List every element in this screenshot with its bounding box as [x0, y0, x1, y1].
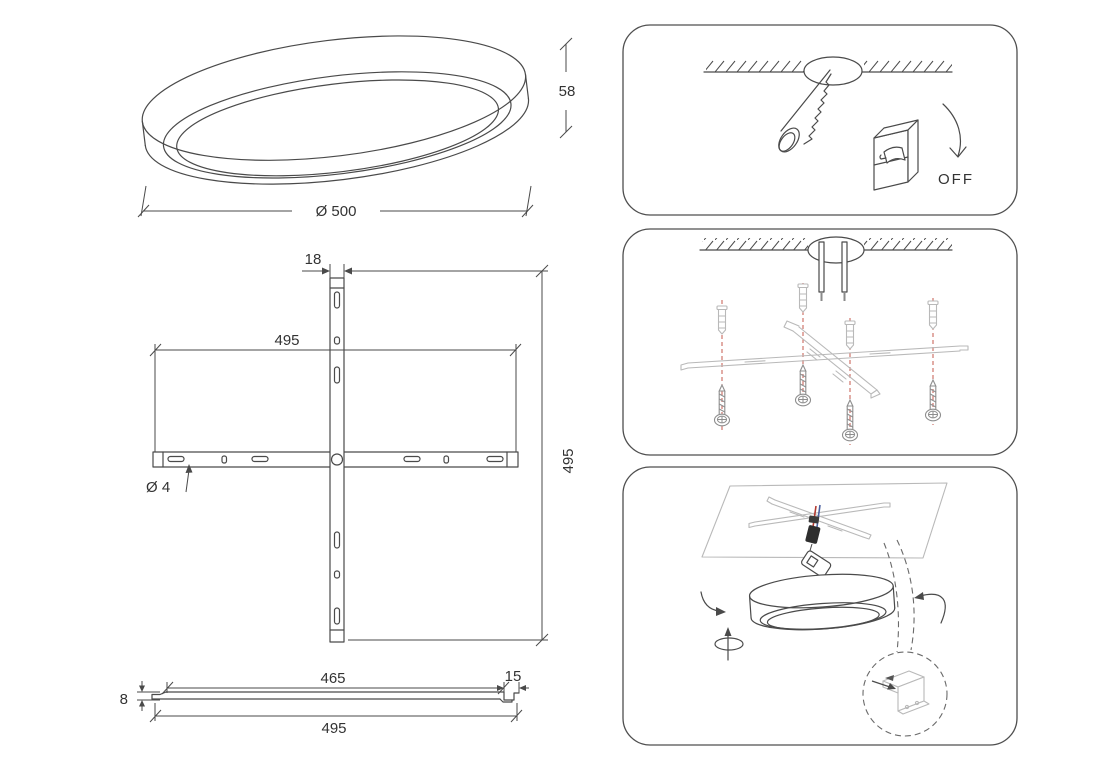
- dim-bracket-height: 495: [560, 448, 577, 474]
- mounting-clip-icon: [872, 671, 929, 714]
- mounting-bracket-perspective: [681, 321, 968, 398]
- dim-lamp-height: 58: [558, 83, 576, 100]
- step3-panel: [623, 467, 1017, 745]
- profile-outline: [152, 692, 519, 702]
- profile-total-dimension: [150, 703, 522, 737]
- step1-panel: [623, 25, 1017, 215]
- mains-wire: [819, 242, 824, 292]
- bracket-nut: [808, 515, 819, 523]
- dim-lamp-diameter: Ø 500: [315, 203, 357, 220]
- mains-wire: [842, 242, 847, 292]
- dim-profile-inner: 465: [320, 670, 346, 687]
- dim-bracket-width: 495: [274, 332, 300, 349]
- led-driver: [800, 550, 831, 578]
- step2-panel: [623, 229, 1017, 455]
- ceiling-hatch-left: [702, 238, 808, 250]
- bracket-profile-view: [120, 668, 529, 737]
- lamp-diameter-dimension: [138, 186, 533, 220]
- mounting-bracket-top-view: [146, 251, 577, 646]
- lamp-body: [748, 570, 895, 634]
- lamp-height-dimension: [559, 38, 576, 138]
- switch-off-arrow-icon: [943, 104, 966, 157]
- ceiling-hatch-right: [864, 238, 952, 250]
- ceiling-with-wires: [700, 237, 952, 301]
- dim-bracket-bar-width: 18: [304, 251, 322, 268]
- ceiling-with-hole: [704, 57, 952, 85]
- bracket-hole-dimension: [146, 464, 193, 496]
- rotate-arrow-icon: [701, 592, 726, 616]
- terminal-block: [805, 525, 821, 544]
- attach-arrow-icon: [914, 592, 945, 623]
- ceiling-hatch-right: [864, 60, 952, 72]
- profile-end-dimension: [494, 668, 529, 693]
- dim-profile-total: 495: [321, 720, 347, 737]
- bracket-vertical-bar: [330, 278, 344, 642]
- dim-profile-thickness: 8: [119, 691, 128, 708]
- profile-thickness-dimension: [120, 681, 160, 711]
- bracket-bar-width-dimension: [302, 251, 364, 278]
- lamp-side-view: [135, 17, 575, 220]
- rotation-axis-icon: [715, 627, 743, 660]
- lamp-drum-outline: [135, 17, 535, 203]
- profile-inner-dimension: [162, 670, 509, 694]
- ceiling-plane: [702, 483, 947, 558]
- power-switch-icon: [874, 120, 918, 190]
- drill-hole: [804, 57, 862, 85]
- dim-bracket-hole: Ø 4: [146, 479, 171, 496]
- ceiling-hatch-left: [706, 60, 804, 72]
- dim-profile-end: 15: [504, 668, 522, 685]
- ceiling-outlet: [808, 237, 864, 263]
- detail-leader-lines: [884, 540, 914, 652]
- switch-off-label: OFF: [938, 171, 974, 188]
